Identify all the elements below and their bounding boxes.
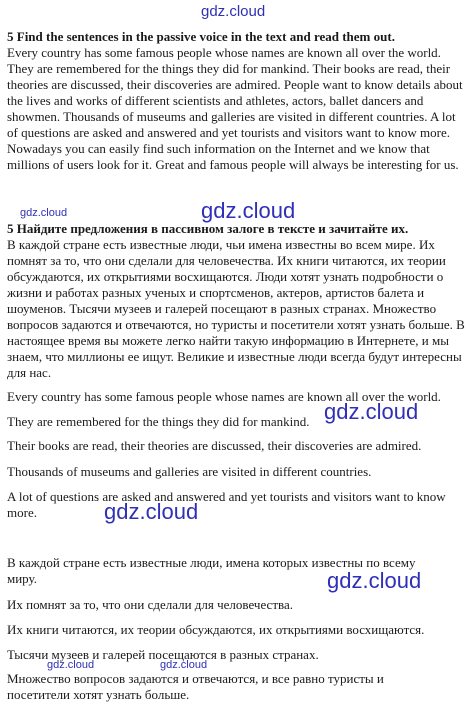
watermark-small-1: gdz.cloud [20, 207, 68, 219]
russian-answer-3: Их книги читаются, их теории обсуждаются, их открытиями восхищаются. [7, 622, 425, 637]
russian-answer-5: Множество вопросов задаются и отвечаются, и все равно туристы и посетители хотят узнать больше. [7, 671, 384, 702]
watermark-small-3: gdz.cloud [160, 659, 208, 671]
russian-answer-2: Их помнят за то, что они сделали для человечества. [7, 597, 293, 612]
watermark-large-2: gdz.cloud [324, 399, 419, 424]
english-task-heading: 5 Find the sentences in the passive voice in the text and read them out. [7, 29, 395, 44]
english-answer-5: A lot of questions are asked and answered and yet tourists and visitors want to know more. [7, 489, 446, 520]
english-answer-1: Every country has some famous people whose names are known all over the world. [7, 389, 441, 404]
english-answer-4: Thousands of museums and galleries are visited in different countries. [7, 464, 372, 479]
english-task-text: Every country has some famous people whose names are known all over the world. They are remembered for the things they did for mankind. Their books are read, their theories are discussed, their discoveries are admired. People want to know details about the lives and works of different scientists and athletes, actors, ballet dancers and showmen. Thousands of museums and galleries are visited in different countries. A lot of questions are asked and answered and yet tourists and visitors want to know more. Nowadays you can easily find such information on the Internet and we know that millions of users look for it. Great and famous people will always be interesting for us. [7, 45, 463, 172]
english-answer-3: Their books are read, their theories are discussed, their discoveries are admired. [7, 438, 422, 453]
russian-answer-1: В каждой стране есть известные люди, имена которых известны по всему миру. [7, 555, 416, 586]
watermark-large-4: gdz.cloud [327, 568, 422, 593]
russian-answer-4: Тысячи музеев и галерей посещаются в разных странах. [7, 647, 319, 662]
russian-task-heading: 5 Найдите предложения в пассивном залоге в тексте и зачитайте их. [7, 221, 409, 236]
watermark-top: gdz.cloud [201, 3, 266, 20]
watermark-large-3: gdz.cloud [104, 499, 199, 524]
watermark-large-1: gdz.cloud [201, 198, 296, 223]
english-answer-2: They are remembered for the things they did for mankind. [7, 414, 310, 429]
watermark-small-2: gdz.cloud [47, 659, 95, 671]
russian-task-text: В каждой стране есть известные люди, чьи имена известны во всем мире. Их помнят за то, что они сделали для человечества. Их книги читаются, их теории обсуждаются, их открытиями восхищаются. Люди хотят узнать подробности о жизни и работах разных ученых и спортсменов, актеров, артистов балета и шоуменов. Тысячи музеев и галерей посещают в разных странах. Множество вопросов задаются и отвечаются, но туристы и посетители хотят узнать больше. В настоящее время вы можете легко найти такую информацию в Интернете, и мы знаем, что миллионы ее ищут. Великие и известные люди всегда будут интересны для нас. [7, 237, 465, 380]
